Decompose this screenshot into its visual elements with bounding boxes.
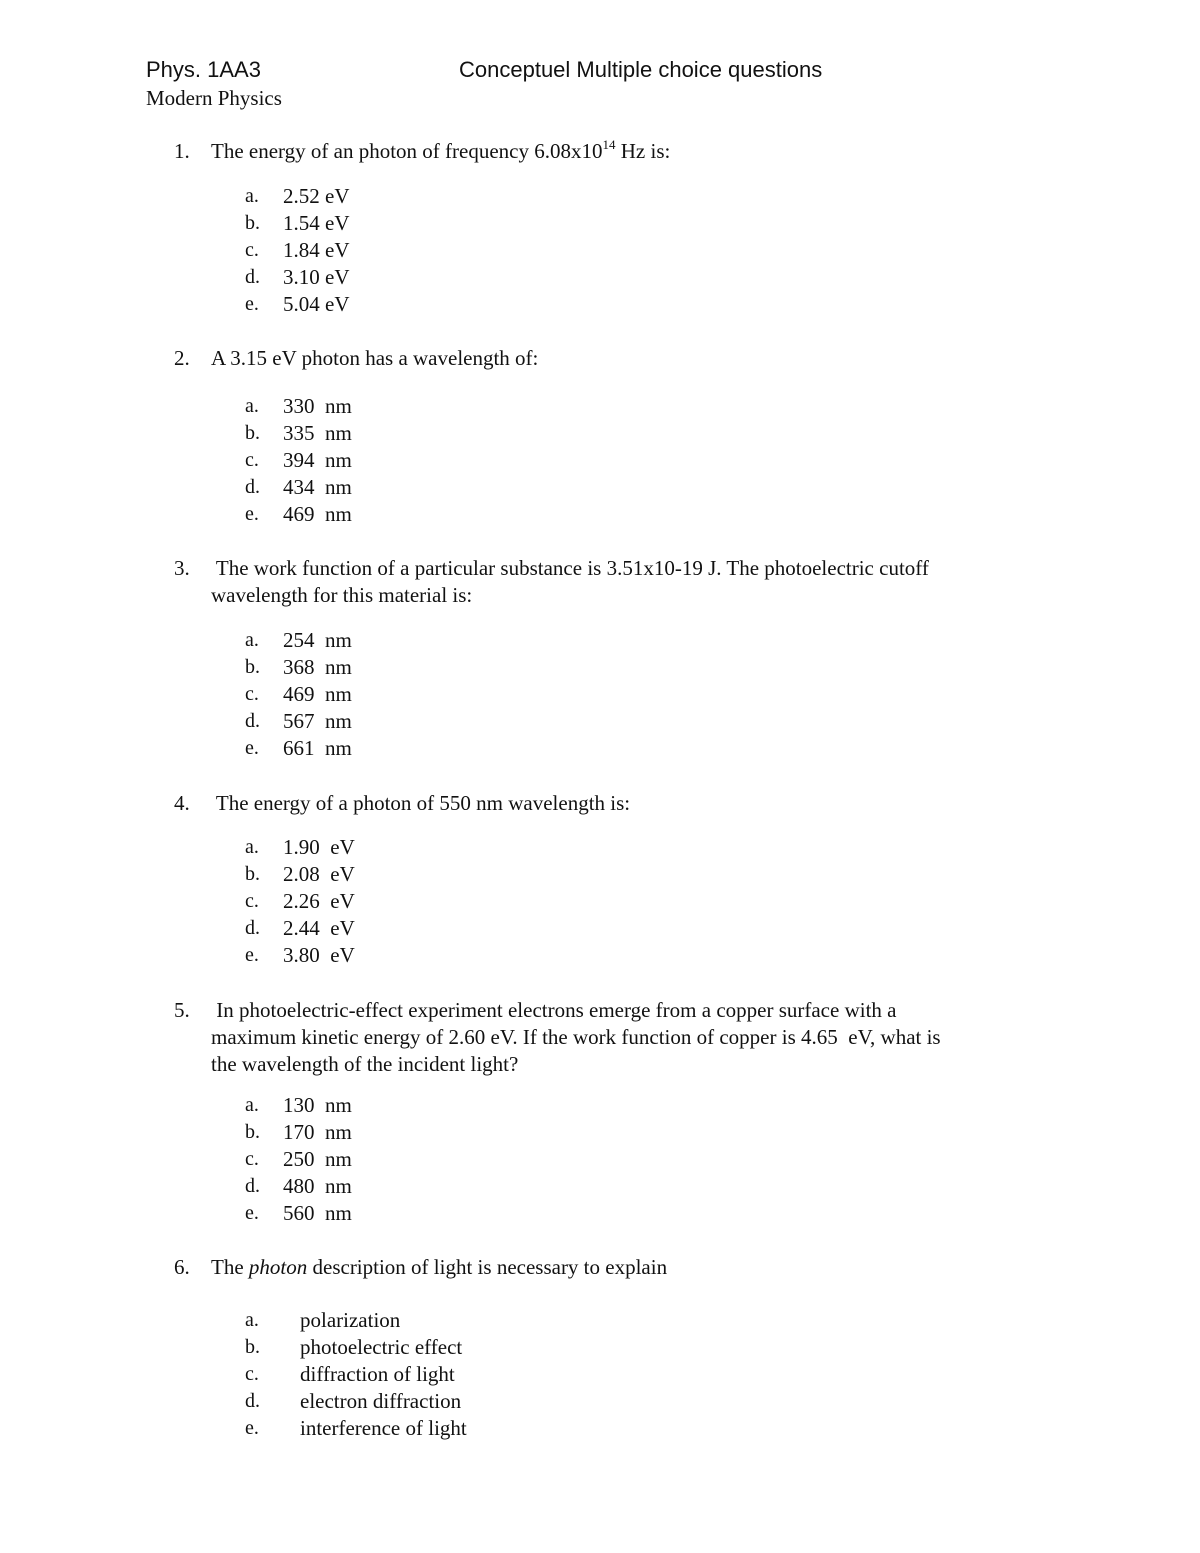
question-line: The work function of a particular substance is 3.51x10-19 J. The photoelectric cutoff xyxy=(211,556,929,580)
option-value: 469 nm xyxy=(283,502,352,526)
question-text xyxy=(211,138,1071,165)
emphasized-word: photon xyxy=(248,1255,308,1279)
option-d xyxy=(0,264,1200,291)
option-letter: e. xyxy=(245,737,259,759)
option-d xyxy=(0,1388,1200,1415)
option-c xyxy=(0,447,1200,474)
option-value: polarization xyxy=(300,1308,401,1332)
option-letter: e. xyxy=(245,944,259,966)
option-value: electron diffraction xyxy=(300,1389,462,1413)
option-value: 250 nm xyxy=(283,1147,352,1171)
option-value: 567 nm xyxy=(283,709,352,733)
option-e xyxy=(0,291,1200,318)
question-number: 6. xyxy=(174,1255,190,1279)
option-letter: a. xyxy=(245,185,259,207)
option-b xyxy=(0,861,1200,888)
option-value: 1.84 eV xyxy=(283,238,350,262)
option-value: 661 nm xyxy=(283,736,352,760)
option-letter: e. xyxy=(245,503,259,525)
option-letter: c. xyxy=(245,1148,259,1170)
exponent: 14 xyxy=(602,137,616,152)
option-e xyxy=(0,735,1200,762)
option-letter: b. xyxy=(245,863,260,885)
option-a xyxy=(0,1092,1200,1119)
option-value: 335 nm xyxy=(283,421,352,445)
option-value: 2.52 eV xyxy=(283,184,350,208)
option-c xyxy=(0,237,1200,264)
option-a xyxy=(0,183,1200,210)
option-a xyxy=(0,834,1200,861)
option-c xyxy=(0,681,1200,708)
question-text: The energy of a photon of 550 nm wavelength is: xyxy=(211,791,631,815)
option-value: 170 nm xyxy=(283,1120,352,1144)
document-subtitle: Modern Physics xyxy=(146,86,282,110)
option-value: 3.10 eV xyxy=(283,265,350,289)
option-letter: d. xyxy=(245,266,260,288)
option-value: diffraction of light xyxy=(300,1362,455,1386)
option-a xyxy=(0,627,1200,654)
option-letter: c. xyxy=(245,239,259,261)
option-b xyxy=(0,420,1200,447)
option-d xyxy=(0,915,1200,942)
question-line: wavelength for this material is: xyxy=(211,583,473,607)
question-text xyxy=(211,1254,1071,1281)
document-title: Conceptuel Multiple choice questions xyxy=(459,57,823,82)
option-value: 480 nm xyxy=(283,1174,352,1198)
question-text: A 3.15 eV photon has a wavelength of: xyxy=(211,346,539,370)
question-text-part: description of light is necessary to explain xyxy=(307,1255,668,1279)
option-c xyxy=(0,1146,1200,1173)
question-number: 1. xyxy=(174,139,190,163)
option-a xyxy=(0,1307,1200,1334)
option-letter: b. xyxy=(245,422,260,444)
option-value: photoelectric effect xyxy=(300,1335,463,1359)
option-value: 254 nm xyxy=(283,628,352,652)
option-value: 2.26 eV xyxy=(283,889,355,913)
question-number: 3. xyxy=(174,556,190,580)
option-e xyxy=(0,1200,1200,1227)
option-letter: e. xyxy=(245,293,259,315)
option-value: 2.44 eV xyxy=(283,916,355,940)
option-letter: d. xyxy=(245,476,260,498)
option-value: 5.04 eV xyxy=(283,292,350,316)
option-letter: d. xyxy=(245,1390,260,1412)
option-value: 469 nm xyxy=(283,682,352,706)
option-b xyxy=(0,210,1200,237)
question-line: In photoelectric-effect experiment electrons emerge from a copper surface with a xyxy=(211,998,897,1022)
question-text-part: Hz is: xyxy=(615,139,671,163)
option-b xyxy=(0,1334,1200,1361)
option-letter: c. xyxy=(245,449,259,471)
option-value: 394 nm xyxy=(283,448,352,472)
option-value: 1.90 eV xyxy=(283,835,355,859)
question-text xyxy=(211,555,1071,609)
option-value: 2.08 eV xyxy=(283,862,355,886)
option-letter: d. xyxy=(245,710,260,732)
option-a xyxy=(0,393,1200,420)
option-letter: a. xyxy=(245,1094,259,1116)
question-number: 2. xyxy=(174,346,190,370)
option-value: 1.54 eV xyxy=(283,211,350,235)
option-value: 368 nm xyxy=(283,655,352,679)
option-letter: a. xyxy=(245,629,259,651)
option-d xyxy=(0,708,1200,735)
question-number: 4. xyxy=(174,791,190,815)
option-letter: d. xyxy=(245,917,260,939)
option-e xyxy=(0,501,1200,528)
option-letter: a. xyxy=(245,395,259,417)
option-letter: b. xyxy=(245,1121,260,1143)
option-letter: c. xyxy=(245,683,259,705)
option-value: interference of light xyxy=(300,1416,467,1440)
option-letter: c. xyxy=(245,890,259,912)
option-letter: e. xyxy=(245,1202,259,1224)
option-value: 3.80 eV xyxy=(283,943,355,967)
option-d xyxy=(0,474,1200,501)
option-d xyxy=(0,1173,1200,1200)
option-letter: c. xyxy=(245,1363,259,1385)
option-b xyxy=(0,1119,1200,1146)
question-line: maximum kinetic energy of 2.60 eV. If the work function of copper is 4.65 eV, what is xyxy=(211,1025,941,1049)
option-value: 330 nm xyxy=(283,394,352,418)
question-number: 5. xyxy=(174,998,190,1022)
option-letter: a. xyxy=(245,1309,259,1331)
option-value: 130 nm xyxy=(283,1093,352,1117)
option-letter: b. xyxy=(245,656,260,678)
option-letter: b. xyxy=(245,1336,260,1358)
option-e xyxy=(0,1415,1200,1442)
option-value: 560 nm xyxy=(283,1201,352,1225)
course-code: Phys. 1AA3 xyxy=(146,57,261,82)
option-c xyxy=(0,1361,1200,1388)
option-letter: e. xyxy=(245,1417,259,1439)
question-line: the wavelength of the incident light? xyxy=(211,1052,519,1076)
option-b xyxy=(0,654,1200,681)
option-value: 434 nm xyxy=(283,475,352,499)
question-text-part: The xyxy=(211,1255,249,1279)
question-text-part: The energy of an photon of frequency 6.08x10 xyxy=(211,139,603,163)
option-letter: a. xyxy=(245,836,259,858)
option-e xyxy=(0,942,1200,969)
question-text xyxy=(211,997,1071,1078)
option-c xyxy=(0,888,1200,915)
option-letter: b. xyxy=(245,212,260,234)
option-letter: d. xyxy=(245,1175,260,1197)
